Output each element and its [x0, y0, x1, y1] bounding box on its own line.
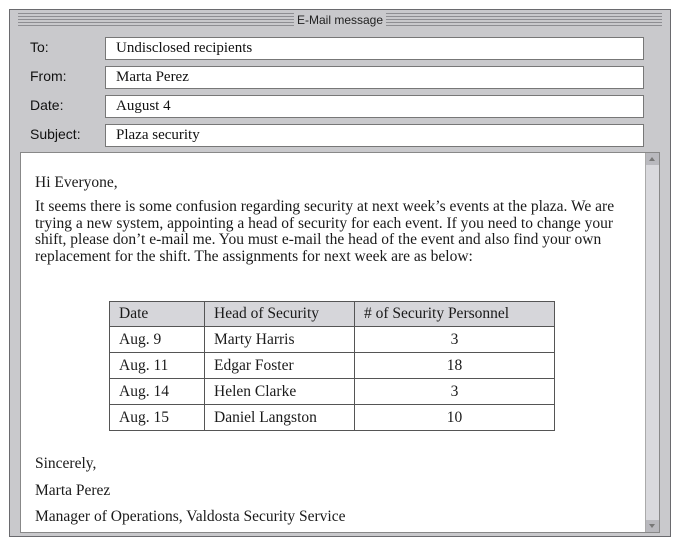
subject-row [10, 122, 672, 148]
cell-personnel: 10 [355, 405, 555, 431]
cell-date: Aug. 11 [110, 353, 205, 379]
cell-date: Aug. 14 [110, 379, 205, 405]
table-row [110, 353, 555, 379]
subject-field[interactable]: Plaza security [105, 124, 644, 147]
to-field[interactable]: Undisclosed recipients [105, 37, 644, 60]
date-row [10, 93, 672, 119]
cell-head: Edgar Foster [205, 353, 355, 379]
date-label: Date: [30, 97, 64, 113]
scroll-up-arrow-icon[interactable] [646, 153, 659, 165]
cell-head: Helen Clarke [205, 379, 355, 405]
column-header-date: Date [110, 302, 205, 327]
cell-personnel: 18 [355, 353, 555, 379]
cell-personnel: 3 [355, 379, 555, 405]
greeting: Hi Everyone, [35, 174, 118, 191]
cell-head: Marty Harris [205, 327, 355, 353]
cell-date: Aug. 9 [110, 327, 205, 353]
email-window [9, 9, 671, 537]
table-row [110, 327, 555, 353]
column-header-head: Head of Security [205, 302, 355, 327]
from-field[interactable]: Marta Perez [105, 66, 644, 89]
vertical-scrollbar[interactable] [645, 153, 659, 532]
date-field[interactable]: August 4 [105, 95, 644, 118]
signer-name: Marta Perez [35, 482, 111, 499]
assignments-table [109, 301, 555, 431]
signer-title: Manager of Operations, Valdosta Security Service [35, 508, 346, 525]
table-row [110, 405, 555, 431]
message-body[interactable] [20, 152, 660, 533]
table-header-row [110, 302, 555, 327]
to-label: To: [30, 39, 49, 55]
from-row [10, 64, 672, 90]
cell-date: Aug. 15 [110, 405, 205, 431]
column-header-personnel: # of Security Personnel [355, 302, 555, 327]
to-row [10, 35, 672, 61]
window-title: E-Mail message [294, 13, 386, 27]
cell-personnel: 3 [355, 327, 555, 353]
subject-label: Subject: [30, 126, 81, 142]
cell-head: Daniel Langston [205, 405, 355, 431]
title-bar[interactable] [18, 13, 662, 27]
message-paragraph: It seems there is some confusion regarding security at next week’s events at the plaza. We are trying a new system, appointing a head of security for each event. If you need to change your shift, please don’t e-mail me. You must e-mail the head of the event and also find your own replacement for the shift. The assignments for next week are as below: [35, 198, 615, 265]
scroll-down-arrow-icon[interactable] [646, 520, 659, 532]
table-row [110, 379, 555, 405]
from-label: From: [30, 68, 67, 84]
closing: Sincerely, [35, 455, 97, 472]
